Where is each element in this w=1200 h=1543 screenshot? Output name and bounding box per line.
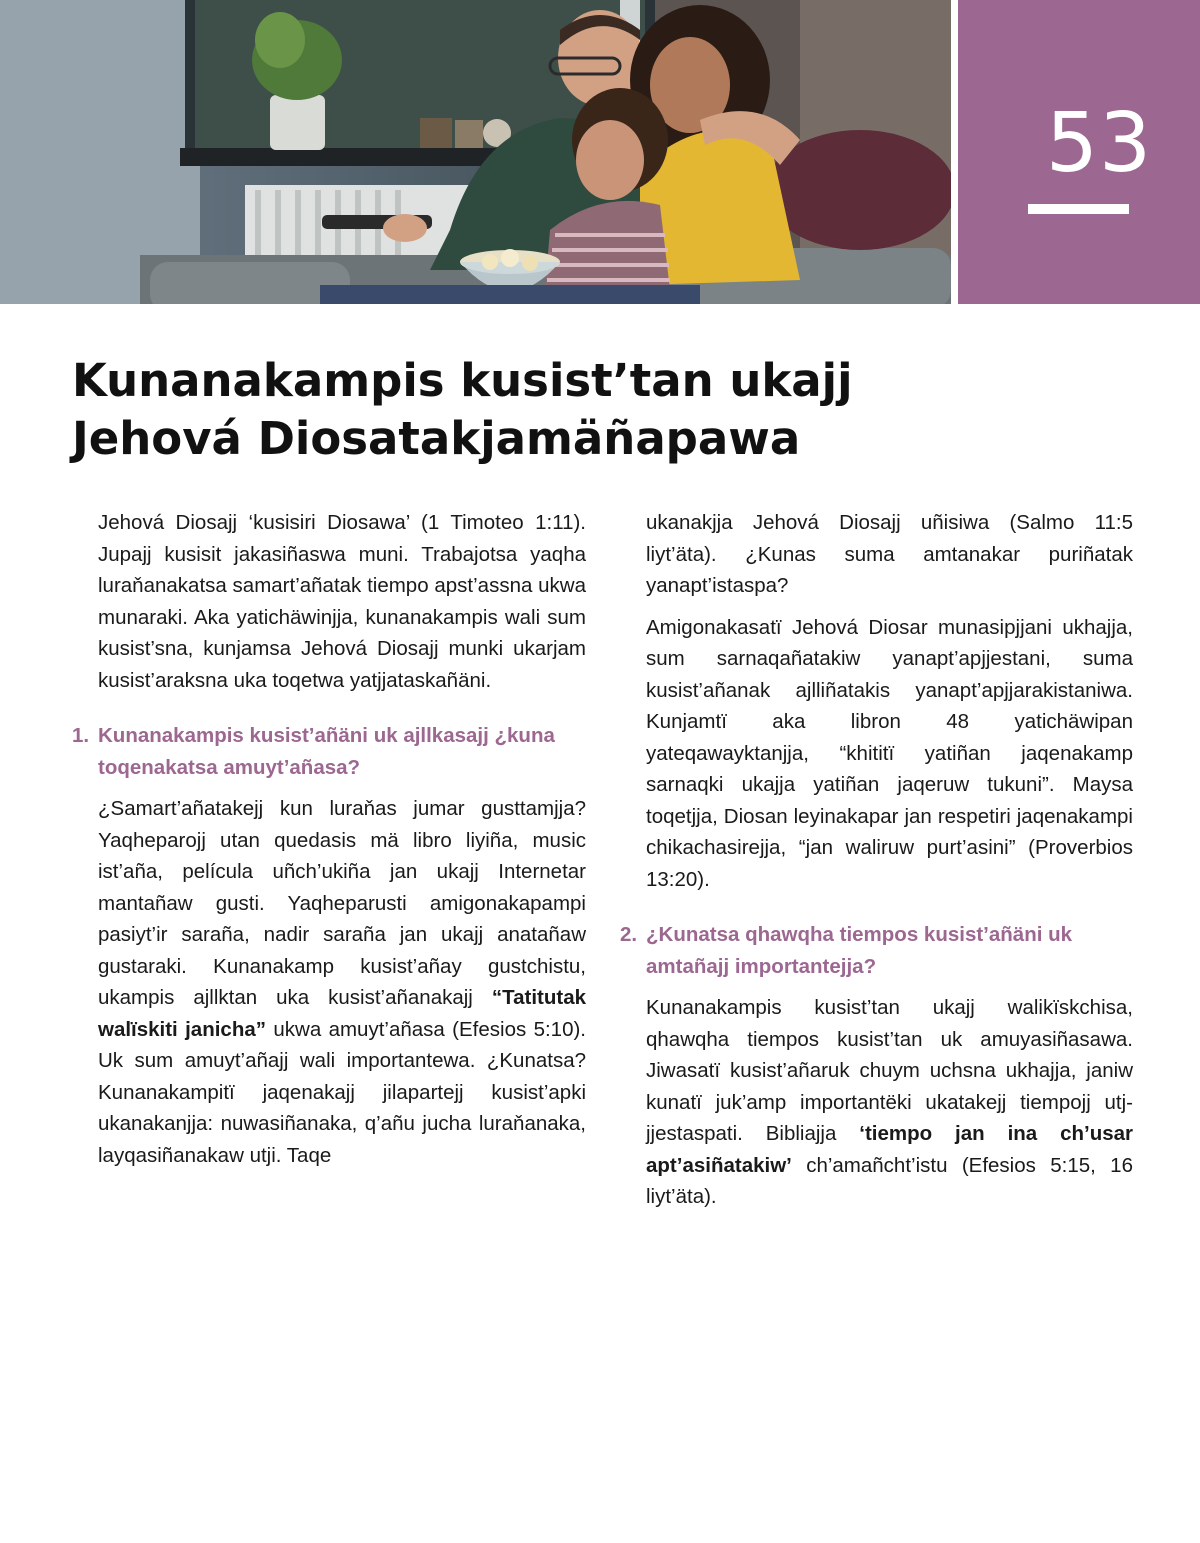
question-2-number: 2. [620, 923, 638, 946]
question-1-number: 1. [72, 724, 90, 747]
question-2-body [646, 992, 1133, 1213]
continued-paragraph: ukanakjja Jehová Diosajj uñisiwa (Salmo 11:5 liyt’äta). ¿Kunas suma amtanakar puriñatak yanapt’istaspa? [646, 511, 1133, 597]
family-watching-tv-illustration [0, 0, 951, 304]
question-2-body-emphasis: ‘tiempo jan ina ch’usar apt’asiñatakiw’ [646, 1122, 1133, 1177]
left-column [72, 507, 586, 1181]
question-2 [620, 919, 1133, 982]
hero-photo [0, 0, 951, 304]
question-1-body-part-2: ukwa amuyt’añasa (Efesios 5:10). Uk sum amuyt’añajj wali importantewa. ¿Kunatsa? Kunanakampitï jaqenakajj jilapartejj kusist’apki ukanakanjja: nuwasiñanaka, q’añu jucha luraňanaka, layqasiñanakaw utji. Taqe [98, 1017, 586, 1167]
question-1 [72, 720, 586, 783]
lesson-number: 53 [1045, 96, 1153, 191]
question-1-body [98, 793, 586, 1171]
lesson-number-box [958, 0, 1200, 304]
question-2-text: ¿Kunatsa qhawqha tiempos kusist’añäni uk amtañajj importantejja? [646, 923, 1073, 978]
question-2-body-part-1: Kunanakampis kusist’tan ukajj walikïskchisa, qhawqha tiempos kusist’tan uk amuyasiñasawa. Jiwasatï kusist’añaruk chuym uchsna ukhajja, janiw kunatï juk’amp importantëki ukatakejj tiempojj utj-jjestaspati. Bibliajja [646, 996, 1133, 1145]
right-column [620, 507, 1133, 1223]
page-title [72, 352, 972, 468]
title-line-1: Kunanakampis kusist’tan ukajj [72, 354, 853, 407]
question-1-body-part-1: ¿Samart’añatakejj kun luraňas jumar gusttamjja? Yaqheparojj utan quedasis mä libro liyiña, music ist’aña, película uñch’ukiña jan ukajj Internetar mantañaw gusti. Yaqheparusti amigonakapampi pasiyt’ir saraña, nadir saraña jan ukajj anatañaw gustaraki. Kunanakamp kusist’añay gustchistu, ukampis ajllktan uka kusist’añanakajj [98, 797, 586, 1009]
friends-paragraph: Amigonakasatï Jehová Diosar munasipjjani ukhajja, sum sarnaqañatakiw yanapt’apjjestani, suma kusist’añanak ajlliñatakis yanapt’apjjarakistaniwa. Kunjamtï aka libron 48 yatichäwipan yateqawayktanjja, “khititï yatiñan jaqenakamp sarnaqki ukajja yatiñan jaqeruw tukuni”. Maysa toqetjja, Diosan leyinakapar jan respetiri jaqenakampi chikachasirejja, “jan waliruw purt’asini” (Proverbios 13:20). [646, 615, 1133, 891]
question-1-body-emphasis: “Tatitutak walïskiti janicha” [98, 986, 586, 1041]
intro-paragraph: Jehová Diosajj ‘kusisiri Diosawa’ (1 Timoteo 1:11). Jupajj kusisit jakasiñaswa muni. Trabajotsa yaqha luraňanakatsa samart’añatak tiempo apst’assna ukwa munaraki. Aka yatichäwinjja, kunanakampis wali sum kusist’sna, kunjamsa Jehová Diosajj munki ukarjam kusist’araksna uka toqetwa yatjjataskañäni. [98, 511, 586, 692]
question-2-body-part-2: ch’amañcht’istu (Efesios 5:15, 16 liyt’äta). [646, 1153, 1133, 1208]
question-1-text: Kunanakampis kusist’añäni uk ajllkasajj ¿kuna toqenakatsa amuyt’añasa? [98, 724, 555, 779]
title-line-2: Jehová Diosatakjamäñapawa [72, 412, 801, 465]
lesson-number-underline [1028, 204, 1129, 214]
